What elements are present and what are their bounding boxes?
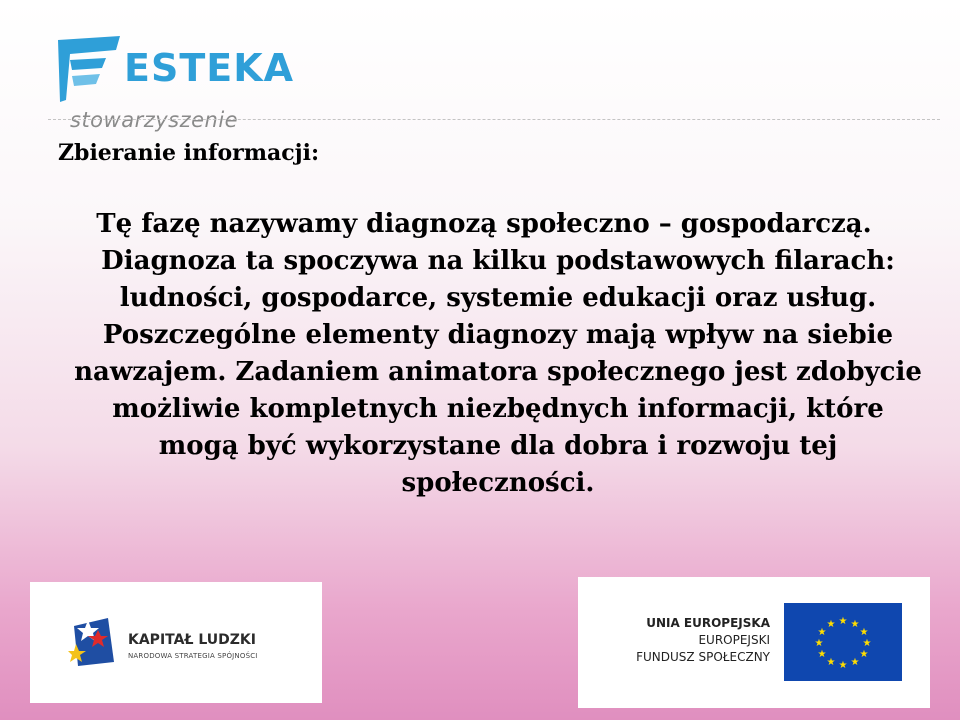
eu-fund-text bbox=[636, 615, 770, 666]
svg-text:★: ★ bbox=[850, 657, 860, 668]
eu-line1: EUROPEJSKI bbox=[698, 633, 770, 647]
svg-text:★: ★ bbox=[814, 638, 824, 649]
svg-text:★: ★ bbox=[850, 619, 860, 630]
slide-heading: Zbieranie informacji: bbox=[58, 140, 320, 166]
logo-subtitle: stowarzyszenie bbox=[70, 108, 239, 132]
kapital-ludzki-title: KAPITAŁ LUDZKI bbox=[128, 632, 256, 648]
svg-text:★: ★ bbox=[826, 657, 836, 668]
svg-text:★: ★ bbox=[838, 616, 848, 627]
header-divider bbox=[48, 119, 940, 120]
kapital-ludzki-logo bbox=[30, 582, 322, 703]
svg-text:★: ★ bbox=[817, 627, 827, 638]
svg-text:★: ★ bbox=[862, 638, 872, 649]
svg-text:★: ★ bbox=[859, 627, 869, 638]
esteka-logo bbox=[52, 30, 302, 140]
logo-wordmark: ESTEKA bbox=[124, 46, 295, 90]
svg-text:★: ★ bbox=[838, 660, 848, 671]
svg-text:★: ★ bbox=[826, 619, 836, 630]
svg-text:★: ★ bbox=[817, 649, 827, 660]
kapital-ludzki-subtitle: NARODOWA STRATEGIA SPÓJNOŚCI bbox=[128, 652, 258, 660]
eu-flag-icon bbox=[784, 603, 902, 681]
svg-text:★: ★ bbox=[859, 649, 869, 660]
eu-line2: FUNDUSZ SPOŁECZNY bbox=[636, 650, 770, 664]
eu-fund-logo bbox=[578, 577, 930, 708]
esteka-emblem-icon bbox=[56, 34, 122, 104]
slide-body: Tę fazę nazywamy diagnozą społeczno – gospodarczą. Diagnoza ta spoczywa na kilku podstawowych filarach: ludności, gospodarce, systemie edukacji oraz usług. Poszczególne elementy diagnozy mają wpływ na siebie nawzajem. Zadaniem animatora społecznego jest zdobycie możliwie kompletnych niezbędnych informacji, które mogą być wykorzystane dla dobra i rozwoju tej społeczności. bbox=[74, 209, 922, 498]
kapital-ludzki-stars-icon bbox=[68, 614, 124, 670]
eu-title: UNIA EUROPEJSKA bbox=[646, 616, 770, 630]
